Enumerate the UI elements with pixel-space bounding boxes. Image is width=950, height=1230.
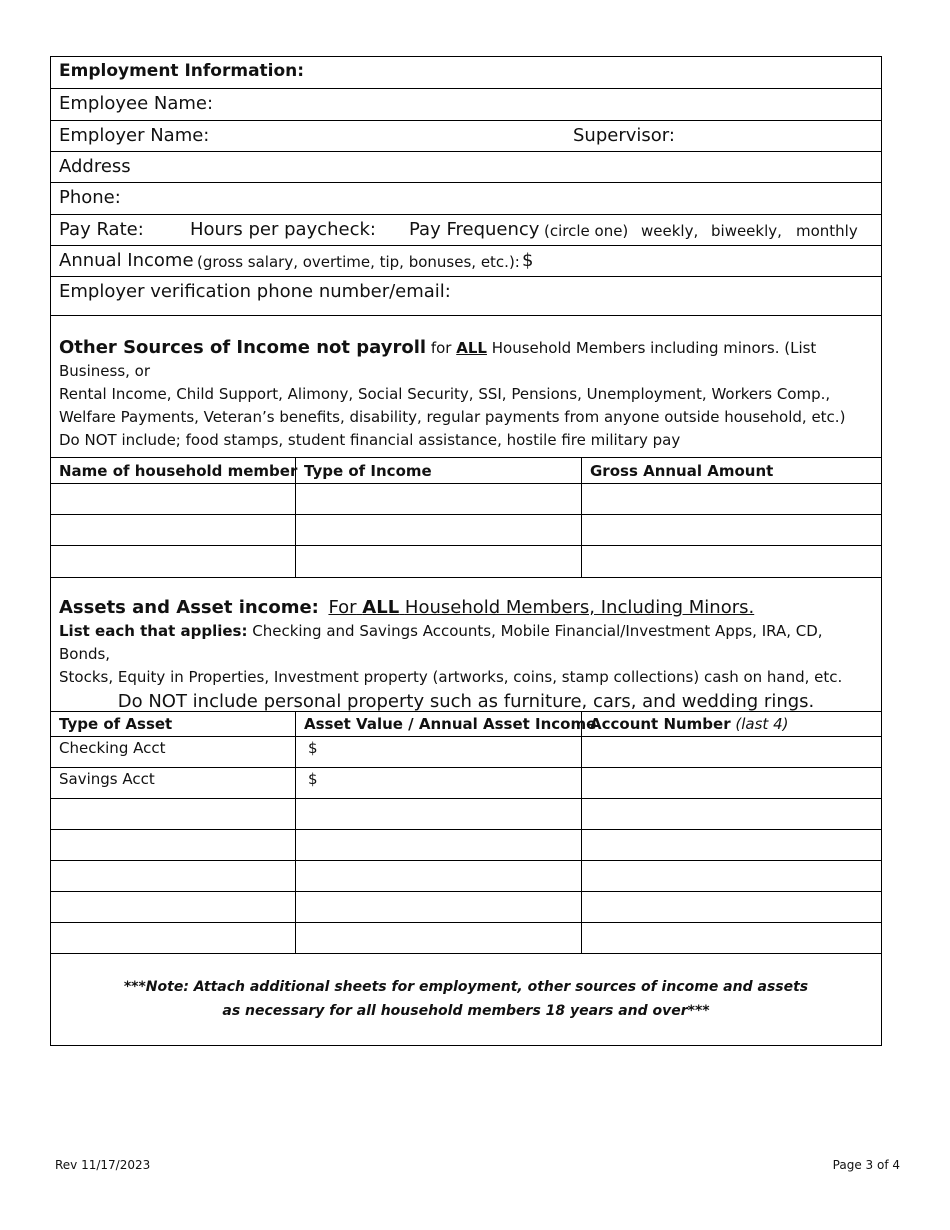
verification-label: Employer verification phone number/email: <box>59 281 451 302</box>
note-section <box>51 955 881 1047</box>
other-income-text <box>59 336 873 452</box>
other-income-line1: Household Members including minors. (List Business, or <box>59 339 817 380</box>
other-income-col-type: Type of Income <box>296 457 582 484</box>
employee-name-row[interactable] <box>51 89 881 121</box>
asset-cell[interactable] <box>51 830 296 861</box>
other-income-section <box>51 316 881 457</box>
asset-cell[interactable] <box>51 892 296 923</box>
assets-col-account-note: (last 4) <box>735 715 789 733</box>
address-label: Address <box>59 156 131 177</box>
other-income-cell[interactable] <box>582 546 882 578</box>
other-income-line3: Welfare Payments, Veteran’s benefits, disability, regular payments from anyone outside household, etc.) <box>59 408 846 426</box>
freq-option-monthly[interactable]: monthly <box>796 222 858 240</box>
other-income-cell[interactable] <box>582 515 882 546</box>
assets-text <box>59 596 873 713</box>
asset-cell[interactable] <box>296 830 582 861</box>
assets-section <box>51 578 881 712</box>
assets-for: For <box>328 597 357 618</box>
hours-per-paycheck-label: Hours per paycheck: <box>190 219 376 240</box>
address-row[interactable] <box>51 152 881 183</box>
revision-date: Rev 11/17/2023 <box>55 1158 151 1172</box>
pay-frequency-label: Pay Frequency <box>409 219 540 240</box>
assets-heading: Assets and Asset income: <box>59 597 319 618</box>
asset-cell[interactable]: $ <box>296 768 582 799</box>
other-income-cell[interactable] <box>51 515 296 546</box>
note-line2: as necessary for all household members 18 years and over*** <box>222 1003 710 1019</box>
asset-cell[interactable] <box>51 861 296 892</box>
asset-cell[interactable] <box>296 861 582 892</box>
pay-row[interactable] <box>51 215 881 246</box>
assets-list-line1: Checking and Savings Accounts, Mobile Financial/Investment Apps, IRA, CD, Bonds, <box>59 622 823 663</box>
asset-cell[interactable] <box>296 799 582 830</box>
other-income-cell[interactable] <box>51 546 296 578</box>
employer-name-row[interactable] <box>51 121 881 152</box>
employment-heading-row <box>51 57 881 89</box>
annual-income-note: (gross salary, overtime, tip, bonuses, etc.): <box>197 253 520 271</box>
asset-cell[interactable]: Savings Acct <box>51 768 296 799</box>
verification-row[interactable] <box>51 277 881 316</box>
page-number: Page 3 of 4 <box>832 1158 900 1172</box>
assets-heading-rest: Household Members, Including Minors. <box>404 597 755 618</box>
annual-income-label: Annual Income <box>59 250 194 271</box>
freq-option-biweekly[interactable]: biweekly, <box>711 222 782 240</box>
asset-cell[interactable] <box>296 892 582 923</box>
other-income-cell[interactable] <box>582 484 882 515</box>
other-income-cell[interactable] <box>296 546 582 578</box>
other-income-cell[interactable] <box>296 484 582 515</box>
asset-cell[interactable] <box>51 923 296 954</box>
other-income-line4: Do NOT include; food stamps, student financial assistance, hostile fire military pay <box>59 431 681 449</box>
assets-list-line2: Stocks, Equity in Properties, Investment property (artworks, coins, stamp collections) cash on hand, etc. <box>59 668 843 686</box>
assets-col-type: Type of Asset <box>51 711 296 737</box>
income-assets-form <box>50 56 882 1046</box>
other-income-cell[interactable] <box>51 484 296 515</box>
annual-income-row[interactable] <box>51 246 881 277</box>
other-income-line2: Rental Income, Child Support, Alimony, Social Security, SSI, Pensions, Unemployment, Workers Comp., <box>59 385 831 403</box>
asset-cell[interactable] <box>582 923 882 954</box>
employee-name-label: Employee Name: <box>59 93 214 114</box>
asset-cell[interactable] <box>582 830 882 861</box>
other-income-cell[interactable] <box>296 515 582 546</box>
asset-cell[interactable] <box>582 861 882 892</box>
assets-col-account-label: Account Number <box>590 715 731 733</box>
phone-label: Phone: <box>59 187 121 208</box>
assets-list-label: List each that applies: <box>59 622 248 640</box>
freq-option-weekly[interactable]: weekly, <box>641 222 699 240</box>
asset-cell[interactable] <box>582 768 882 799</box>
assets-all: ALL <box>362 597 400 618</box>
asset-cell[interactable]: $ <box>296 737 582 768</box>
assets-col-value: Asset Value / Annual Asset Income <box>296 711 582 737</box>
assets-col-account <box>582 711 882 737</box>
phone-row[interactable] <box>51 183 881 215</box>
other-income-all: ALL <box>456 339 487 357</box>
employment-heading: Employment Information: <box>59 61 305 81</box>
note-line1: ***Note: Attach additional sheets for employment, other sources of income and assets <box>123 979 809 995</box>
other-income-heading: Other Sources of Income not payroll <box>59 337 427 358</box>
employer-name-label: Employer Name: <box>59 125 210 146</box>
circle-one-note: (circle one) <box>544 222 629 240</box>
pay-rate-label: Pay Rate: <box>59 219 144 240</box>
other-income-col-member: Name of household member <box>51 457 296 484</box>
other-income-col-amount: Gross Annual Amount <box>582 457 882 484</box>
asset-cell[interactable] <box>296 923 582 954</box>
asset-cell[interactable] <box>582 737 882 768</box>
asset-cell[interactable] <box>51 799 296 830</box>
asset-cell[interactable] <box>582 799 882 830</box>
other-income-for: for <box>430 339 452 357</box>
supervisor-label: Supervisor: <box>573 125 675 146</box>
asset-cell[interactable] <box>582 892 882 923</box>
dollar-sign: $ <box>522 250 534 271</box>
asset-cell[interactable]: Checking Acct <box>51 737 296 768</box>
assets-exclude: Do NOT include personal property such as furniture, cars, and wedding rings. <box>117 691 815 712</box>
